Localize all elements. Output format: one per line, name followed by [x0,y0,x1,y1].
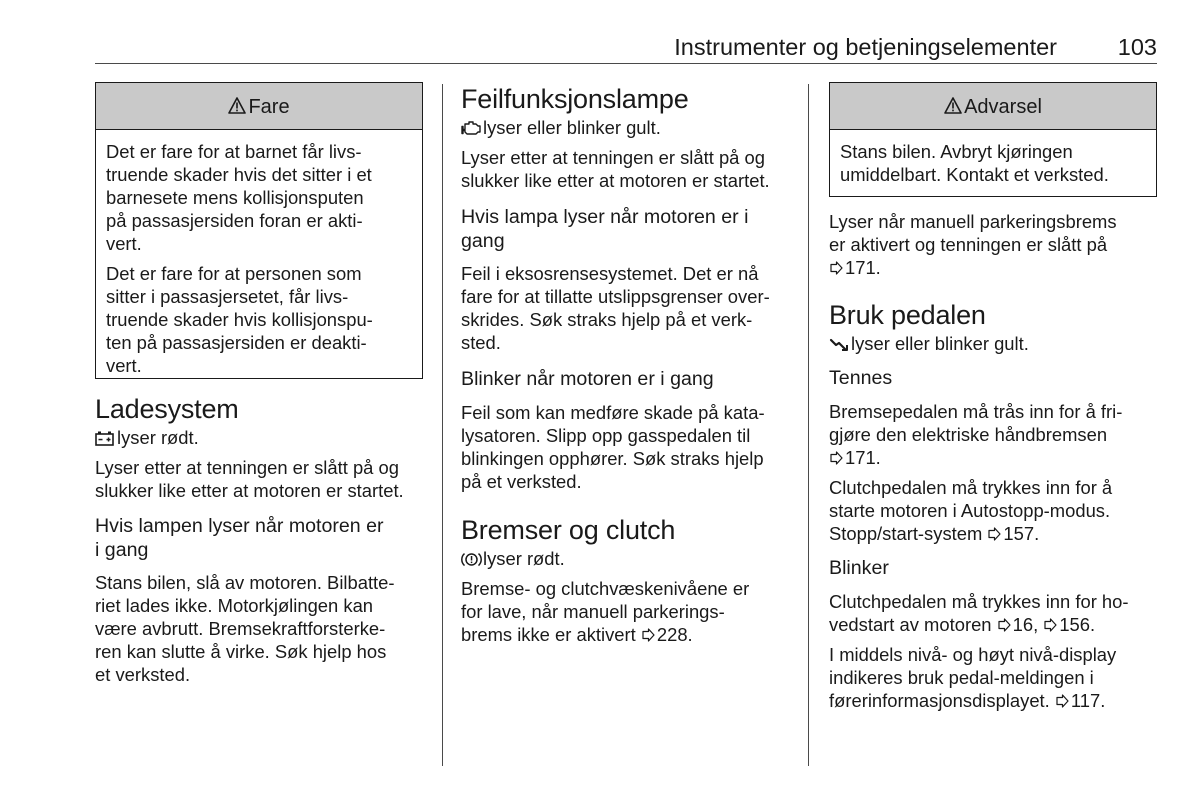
danger-box-title [96,83,422,130]
page-number: 103 [1117,34,1157,60]
page-header [95,34,1157,64]
page-reference-icon [829,261,843,275]
warning-box-label: Advarsel [964,96,1042,118]
page-reference[interactable]: 16, [1012,614,1044,635]
engine-icon [461,120,480,136]
warning-triangle-icon [228,97,246,114]
column-3 [829,82,1157,719]
body-paragraph: Lyser etter at tenningen er slått på og slukker like etter at motoren er startet. [95,457,404,501]
page-reference[interactable]: 171. [845,257,881,278]
sub-heading: Hvis lampa lyser når motoren er i gang [461,206,749,252]
column-divider [808,84,809,766]
body-paragraph: Lyser når manuell parkeringsbrems er aktivert og tenningen er slått på 171. [829,211,1117,278]
indicator-line: lyser rødt. [461,547,791,570]
body-paragraph: Clutchpedalen må trykkes inn for ho- vedstart av motoren 16, 156. [829,591,1129,635]
body-paragraph: Clutchpedalen må trykkes inn for å starte motoren i Autostopp-modus. Stopp/start-system 157. [829,477,1113,544]
body-paragraph: I middels nivå- og høyt nivå-display indikeres bruk pedal-meldingen i førerinformasjonsdisplayet. 117. [829,644,1117,711]
page-reference-icon [1043,618,1057,632]
danger-paragraph: Det er fare for at barnet får livs- truende skader hvis det sitter i et barnesete mens kollisjonsputen på passasjersiden foran er akti- vert. [106,141,372,254]
chapter-title: Instrumenter og betjeningselementer [674,34,1057,60]
column-1 [95,82,423,693]
body-paragraph: Feil som kan medføre skade på kata- lysatoren. Slipp opp gasspedalen til blinkingen opphører. Søk straks hjelp på et verksted. [461,402,765,492]
section-heading: Ladesystem [95,394,239,424]
page-reference-icon [641,628,655,642]
brake-warning-icon [461,551,480,567]
section-heading: Feilfunksjonslampe [461,84,689,114]
press-pedal-icon [829,336,848,352]
page-reference[interactable]: 117. [1070,690,1106,711]
page-reference[interactable]: 156. [1059,614,1096,635]
warning-box [829,82,1157,197]
body-paragraph: Stans bilen, slå av motoren. Bilbatte- riet lades ikke. Motorkjølingen kan være avbrutt. Bremsekraftforsterke- ren kan slutte å virke. Søk hjelp hos et verksted. [95,572,395,685]
page-reference-icon [987,527,1001,541]
page-reference[interactable]: 157. [1003,523,1040,544]
body-paragraph: Bremse- og clutchvæskenivåene er for lave, når manuell parkerings- brems ikke er aktivert 228. [461,578,750,645]
sub-heading: Hvis lampen lyser når motoren er i gang [95,515,384,561]
body-paragraph: Feil i eksosrensesystemet. Det er nå fare for at tillatte utslippsgrenser over- skrides. Søk straks hjelp på et verk- sted. [461,263,770,353]
page-reference-icon [997,618,1011,632]
column-divider [442,84,443,766]
warning-paragraph: Stans bilen. Avbryt kjøringen umiddelbart. Kontakt et verksted. [840,141,1109,185]
danger-box [95,82,423,379]
sub-heading: Blinker [829,557,889,579]
page-reference[interactable]: 171. [845,447,881,468]
page-reference-icon [829,451,843,465]
indicator-line: lyser rødt. [95,426,423,449]
danger-paragraph: Det er fare for at personen som sitter i passasjersetet, får livs- truende skader hvis kollisjonspu- ten på passasjersiden er deakti- vert. [106,263,373,376]
warning-triangle-icon [944,97,962,114]
page-reference-icon [1055,694,1069,708]
sub-heading: Tennes [829,367,893,389]
battery-icon [95,430,114,446]
header-rule [95,63,1157,64]
warning-box-title [830,83,1156,130]
section-heading: Bremser og clutch [461,515,676,545]
danger-box-label: Fare [248,96,290,118]
section-heading: Bruk pedalen [829,300,986,330]
indicator-line: lyser eller blinker gult. [461,116,791,139]
indicator-line: lyser eller blinker gult. [829,332,1157,355]
page-reference[interactable]: 228. [656,624,693,645]
sub-heading: Blinker når motoren er i gang [461,368,714,390]
body-paragraph: Bremsepedalen må trås inn for å fri- gjøre den elektriske håndbremsen 171. [829,401,1123,468]
body-paragraph: Lyser etter at tenningen er slått på og slukker like etter at motoren er startet. [461,147,770,191]
column-2 [461,82,791,653]
